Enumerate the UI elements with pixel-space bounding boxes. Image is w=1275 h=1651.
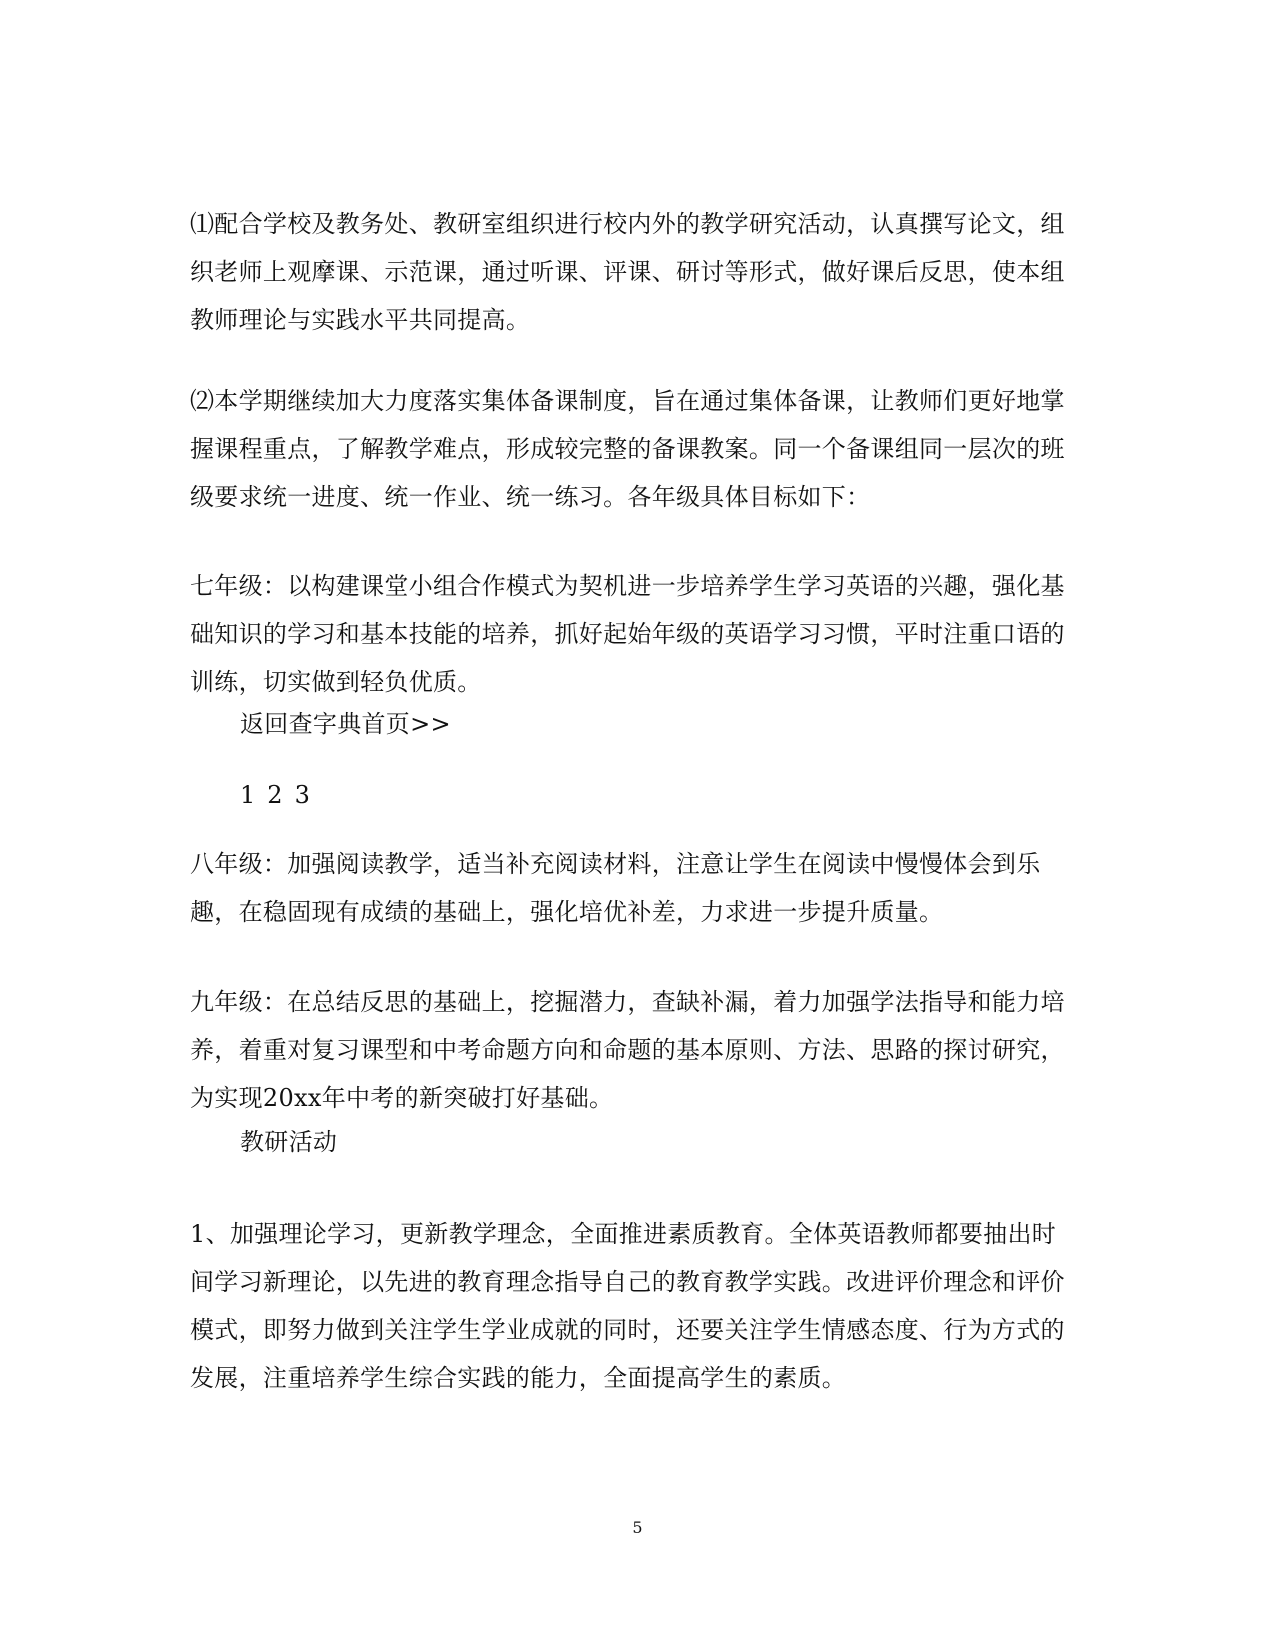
back-to-home-link[interactable]: 返回查字典首页>> [240,710,451,738]
page-number: 5 [632,1518,643,1537]
paragraph-grade-9: 九年级：在总结反思的基础上，挖掘潜力，查缺补漏，着力加强学法指导和能力培养，着重对复习课型和中考命题方向和命题的基本原则、方法、思路的探讨研究，为实现20xx年中考的新突破打好基础。 [190,988,1065,1112]
paragraph-2: ⑵本学期继续加大力度落实集体备课制度，旨在通过集体备课，让教师们更好地掌握课程重点，了解教学难点，形成较完整的备课教案。同一个备课组同一层次的班级要求统一进度、统一作业、统一练习。各年级具体目标如下： [190,387,1065,511]
paragraph-1: ⑴配合学校及教务处、教研室组织进行校内外的教学研究活动，认真撰写论文，组织老师上观摩课、示范课，通过听课、评课、研讨等形式，做好课后反思，使本组教师理论与实践水平共同提高。 [190,210,1065,334]
paragraph-grade-8: 八年级：加强阅读教学，适当补充阅读材料，注意让学生在阅读中慢慢体会到乐趣，在稳固现有成绩的基础上，强化培优补差，力求进一步提升质量。 [190,850,1041,926]
page-link-1[interactable]: 1 [240,781,256,809]
paragraph-grade-7: 七年级：以构建课堂小组合作模式为契机进一步培养学生学习英语的兴趣，强化基础知识的学习和基本技能的培养，抓好起始年级的英语学习习惯，平时注重口语的训练，切实做到轻负优质。 [190,572,1065,696]
paragraph-research-1: 1、加强理论学习，更新教学理念，全面推进素质教育。全体英语教师都要抽出时间学习新理论，以先进的教育理念指导自己的教育教学实践。改进评价理念和评价模式，即努力做到关注学生学业成就的同时，还要关注学生情感态度、行为方式的发展，注重培养学生综合实践的能力，全面提高学生的素质。 [190,1220,1065,1392]
page-link-3[interactable]: 3 [294,781,310,809]
section-heading: 教研活动 [240,1128,338,1156]
page-link-2[interactable]: 2 [267,781,283,809]
pagination [240,777,310,813]
